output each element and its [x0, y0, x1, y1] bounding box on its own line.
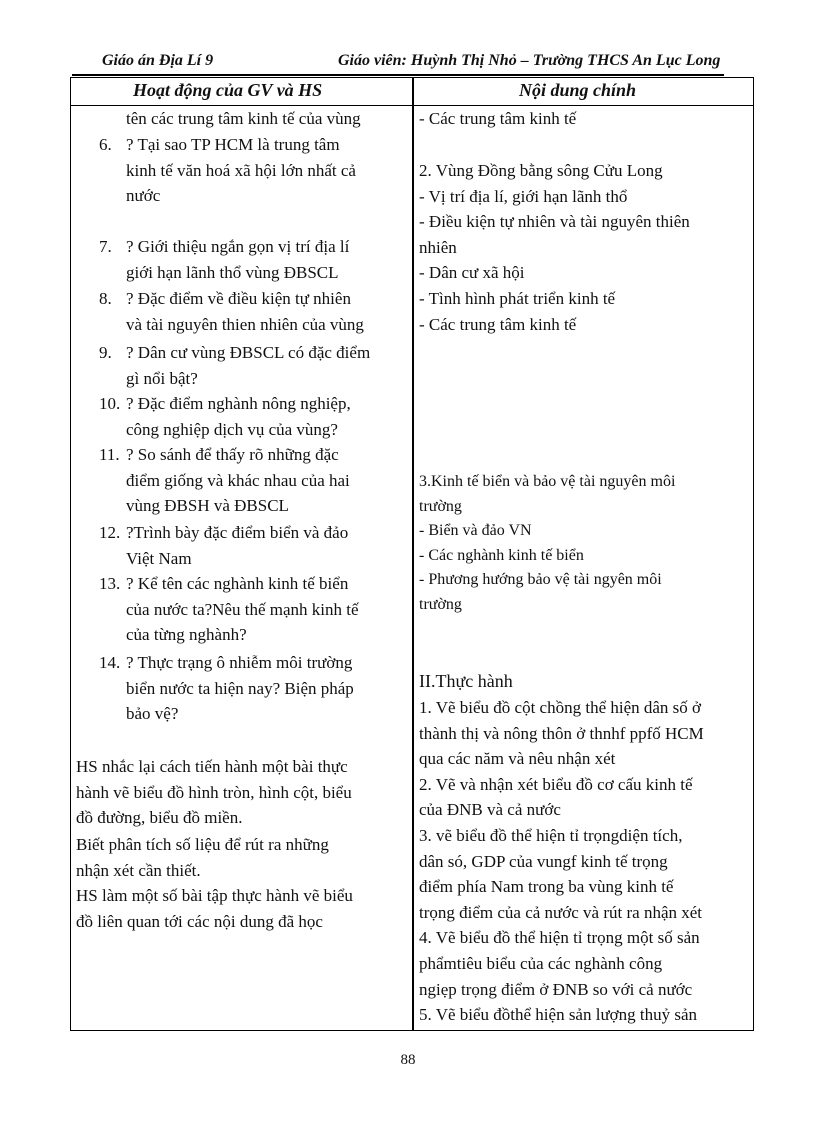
practice-paragraph-2: Biết phân tích số liệu để rút ra những nhận xét cần thiết.	[76, 835, 329, 880]
question-11: 11. ? So sánh để thấy rõ những đặc điểm giống và khác nhau của hai vùng ĐBSH và ĐBSCL	[99, 445, 350, 516]
question-13: 13. ? Kể tên các nghành kinh tế biển của nước ta?Nêu thế mạnh kinh tế của từng nghành?	[99, 574, 359, 645]
page-number: 88	[400, 1052, 416, 1068]
section-heading-practice: II.Thực hành	[419, 671, 513, 691]
header-subject: Giáo án Địa Lí 9	[102, 52, 214, 69]
content-block-sea: 3.Kinh tế biển và bảo vệ tài nguyên môi trường - Biển và đảo VN - Các nghành kinh tế biển - Phương hướng bảo vệ tài ngyên môi trường	[419, 473, 676, 613]
header-teacher: Giáo viên: Huỳnh Thị Nhỏ – Trường THCS An Lục Long	[338, 52, 721, 69]
question-14: 14. ? Thực trạng ô nhiễm môi trường biển nước ta hiện nay? Biện pháp bảo vệ?	[99, 653, 354, 724]
practice-paragraph-1: HS nhắc lại cách tiến hành một bài thực hành vẽ biểu đồ hình tròn, hình cột, biểu đồ đường, biểu đồ miền.	[76, 757, 352, 828]
page-header	[72, 52, 724, 76]
question-0: tên các trung tâm kinh tế của vùng	[126, 109, 361, 128]
lesson-table	[70, 77, 754, 1031]
practice-paragraph-3: HS làm một số bài tập thực hành vẽ biểu đồ liên quan tới các nội dung đã học	[76, 886, 353, 931]
question-10: 10. ? Đặc điểm nghành nông nghiệp, công nghiệp dịch vụ của vùng?	[99, 394, 351, 439]
question-12: 12. ?Trình bày đặc điểm biển và đảo Việt Nam	[99, 523, 349, 568]
content-block-dbscl: 2. Vùng Đồng bằng sông Cửu Long - Vị trí địa lí, giới hạn lãnh thổ - Điều kiện tự nhiên và tài nguyên thiên nhiên - Dân cư xã hội - Tình hình phát triển kinh tế - Các trung tâm kinh tế	[419, 161, 690, 334]
col-left-title: Hoạt động của GV và HS	[133, 80, 323, 100]
content-block-practice: 1. Vẽ biểu đồ cột chồng thể hiện dân số ở thành thị và nông thôn ở thnhf ppfố HCM qua các năm và nêu nhận xét 2. Vẽ và nhận xét biểu đồ cơ cấu kinh tế của ĐNB và cả nước 3. vẽ biểu đồ thể hiện tỉ trọngdiện tích, dân só, GDP của vungf kinh tế trọng điểm phía Nam trong ba vùng kinh tế trọng điểm của cả nước và rút ra nhận xét 4. Vẽ biểu đồ thể hiện tỉ trọng một số sản phẩmtiêu biểu của các nghành công ngiẹp trọng điểm ở ĐNB so với cả nước 5. Vẽ biểu đồthể hiện sản lượng thuỷ sản	[419, 698, 704, 1025]
question-8: 8. ? Đặc điểm về điều kiện tự nhiên và tài nguyên thien nhiên của vùng	[99, 289, 364, 334]
col-right-title: Nội dung chính	[519, 80, 637, 100]
content-block-1: - Các trung tâm kinh tế	[419, 109, 577, 128]
question-9: 9. ? Dân cư vùng ĐBSCL có đặc điểm gì nổi bật?	[99, 343, 371, 388]
column-divider	[412, 78, 414, 1030]
question-7: 7. ? Giới thiệu ngắn gọn vị trí địa lí giới hạn lãnh thổ vùng ĐBSCL	[99, 237, 350, 282]
question-6: 6. ? Tại sao TP HCM là trung tâm kinh tế văn hoá xã hội lớn nhất cả nước	[99, 135, 356, 206]
